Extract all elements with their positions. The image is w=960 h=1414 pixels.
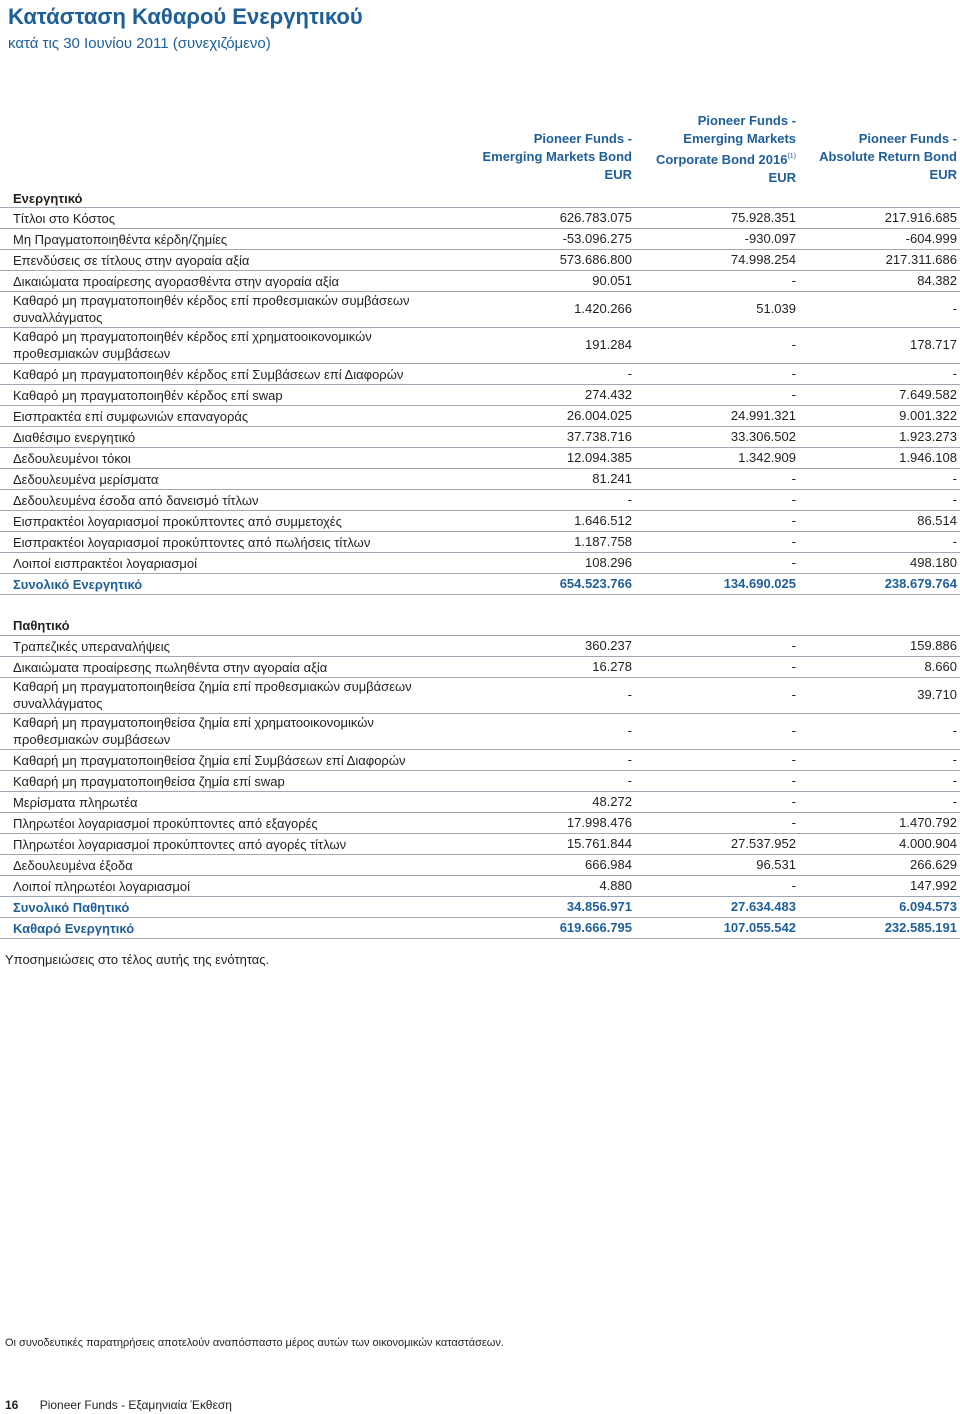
row-value: 147.992: [910, 878, 957, 893]
row-value: 7.649.582: [899, 387, 957, 402]
row-label: Καθαρή μη πραγματοποιηθείσα ζημία επί προθεσμιακών συμβάσεων συναλλάγματος: [13, 679, 412, 711]
row-value: -: [791, 366, 796, 381]
row-label: Μη Πραγματοποιηθέντα κέρδη/ζημίες: [13, 232, 228, 247]
table-row: [0, 532, 960, 553]
row-value: 81.241: [592, 471, 632, 486]
table-row: [0, 250, 960, 271]
row-value: 274.432: [585, 387, 632, 402]
column-header-emerging-markets-corporate-bond: [656, 112, 796, 187]
footnote-reference: Υποσημειώσεις στο τέλος αυτής της ενότητας.: [5, 952, 270, 967]
total-row: [0, 897, 960, 918]
row-value: 191.284: [585, 337, 632, 352]
table-row: [0, 469, 960, 490]
row-value: -53.096.275: [562, 231, 632, 246]
row-value: 86.514: [917, 513, 957, 528]
row-value: -: [791, 815, 796, 830]
table-row: [0, 714, 960, 750]
row-value: 159.886: [910, 638, 957, 653]
row-value: -: [791, 273, 796, 288]
row-value: 1.923.273: [899, 429, 957, 444]
row-value: 12.094.385: [566, 450, 632, 465]
row-value: -: [952, 534, 957, 549]
row-value: -: [627, 687, 632, 702]
row-label: Καθαρό μη πραγματοποιηθέν κέρδος επί προθεσμιακών συμβάσεων συναλλάγματος: [13, 293, 410, 325]
row-value: -: [952, 492, 957, 507]
row-value: 6.094.573: [899, 899, 957, 914]
row-value: 27.634.483: [730, 899, 796, 914]
table-row: [0, 657, 960, 678]
row-value: 15.761.844: [566, 836, 632, 851]
column-header-line: Emerging Markets: [683, 131, 796, 146]
row-value: 4.880: [599, 878, 632, 893]
row-value: 107.055.542: [723, 920, 796, 935]
column-header-line: Pioneer Funds -: [858, 131, 957, 146]
row-value: -: [952, 471, 957, 486]
row-value: -: [952, 723, 957, 738]
column-header-line: Corporate Bond 2016$^{(1)}$: [655, 152, 796, 167]
row-value: -: [791, 471, 796, 486]
row-value: -: [791, 659, 796, 674]
total-row: [0, 918, 960, 939]
row-value: 17.998.476: [566, 815, 632, 830]
row-value: 84.382: [917, 273, 957, 288]
row-value: 1.342.909: [738, 450, 796, 465]
column-header-absolute-return-bond: [819, 130, 957, 184]
row-value: -: [952, 366, 957, 381]
row-label: Καθαρή μη πραγματοποιηθείσα ζημία επί χρηματοοικονομικών προθεσμιακών συμβάσεων: [13, 715, 374, 747]
row-value: -: [952, 773, 957, 788]
row-label: Δεδουλευμένοι τόκοι: [13, 451, 131, 466]
table-row: [0, 208, 960, 229]
row-label: Εισπρακτέοι λογαριασμοί προκύπτοντες από πωλήσεις τίτλων: [13, 535, 371, 550]
row-label: Πληρωτέοι λογαριασμοί προκύπτοντες από αγορές τίτλων: [13, 837, 347, 852]
row-value: 96.531: [756, 857, 796, 872]
table-row: [0, 328, 960, 364]
row-label: Καθαρή μη πραγματοποιηθείσα ζημία επί Συμβάσεων επί Διαφορών: [13, 753, 406, 768]
table-row: [0, 876, 960, 897]
table-row: [0, 385, 960, 406]
column-header-line: Pioneer Funds -: [533, 131, 632, 146]
row-label: Δικαιώματα προαίρεσης πωληθέντα στην αγοραία αξία: [13, 660, 328, 675]
row-value: 1.187.758: [574, 534, 632, 549]
row-value: 27.537.952: [730, 836, 796, 851]
accompanying-notes-statement: Οι συνοδευτικές παρατηρήσεις αποτελούν αναπόσπαστο μέρος αυτών των οικονομικών καταστάσεων.: [5, 1337, 504, 1349]
row-value: 238.679.764: [884, 576, 957, 591]
row-value: 217.311.686: [885, 252, 957, 267]
row-value: -: [791, 337, 796, 352]
row-label: Εισπρακτέοι λογαριασμοί προκύπτοντες από συμμετοχές: [13, 514, 342, 529]
liabilities-heading: Παθητικό: [13, 618, 70, 633]
row-label: Δεδουλευμένα έξοδα: [13, 858, 133, 873]
column-header-line: EUR: [768, 170, 796, 185]
row-label: Εισπρακτέα επί συμφωνιών επαναγοράς: [13, 409, 249, 424]
table-row: [0, 750, 960, 771]
row-value: -930.097: [744, 231, 796, 246]
column-header-line: Absolute Return Bond: [819, 149, 957, 164]
row-value: 626.783.075: [559, 210, 632, 225]
row-value: -: [791, 687, 796, 702]
row-label: Δεδουλευμένα μερίσματα: [13, 472, 159, 487]
table-row: [0, 364, 960, 385]
row-label: Καθαρό μη πραγματοποιηθέν κέρδος επί Συμβάσεων επί Διαφορών: [13, 367, 404, 382]
row-label: Καθαρό μη πραγματοποιηθέν κέρδος επί χρηματοοικονομικών προθεσμιακών συμβάσεων: [13, 329, 372, 361]
table-row: [0, 855, 960, 876]
table-row: [0, 636, 960, 657]
row-value: 4.000.904: [899, 836, 957, 851]
table-row: [0, 229, 960, 250]
footnote-marker: (1): [787, 153, 796, 160]
row-value: -: [627, 366, 632, 381]
row-value: 39.710: [917, 687, 957, 702]
row-value: 9.001.322: [899, 408, 957, 423]
column-header-line: Emerging Markets Bond: [482, 149, 632, 164]
row-value: 619.666.795: [559, 920, 632, 935]
row-value: -: [791, 752, 796, 767]
table-row: [0, 427, 960, 448]
table-row: [0, 406, 960, 427]
row-value: 8.660: [924, 659, 957, 674]
row-value: -604.999: [905, 231, 957, 246]
row-label: Λοιποί εισπρακτέοι λογαριασμοί: [13, 556, 198, 571]
row-label: Καθαρό μη πραγματοποιηθέν κέρδος επί swap: [13, 388, 283, 403]
row-value: 498.180: [910, 555, 957, 570]
table-row: [0, 490, 960, 511]
row-value: 48.272: [592, 794, 632, 809]
report-name: Pioneer Funds - Εξαμηνιαία Έκθεση: [39, 1398, 232, 1412]
table-row: [0, 271, 960, 292]
row-value: -: [952, 301, 957, 316]
table-row: [0, 553, 960, 574]
row-value: 266.629: [910, 857, 957, 872]
row-value: -: [791, 492, 796, 507]
column-header-line: EUR: [604, 167, 632, 182]
table-row: [0, 771, 960, 792]
column-header-line: EUR: [929, 167, 957, 182]
row-value: 217.916.685: [884, 210, 957, 225]
row-label: Διαθέσιμο ενεργητικό: [13, 430, 136, 445]
row-value: 74.998.254: [730, 252, 796, 267]
row-label: Δεδουλευμένα έσοδα από δανεισμό τίτλων: [13, 493, 259, 508]
table-row: [0, 792, 960, 813]
row-value: 1.946.108: [899, 450, 957, 465]
table-row: [0, 511, 960, 532]
row-value: -: [791, 513, 796, 528]
row-value: 51.039: [756, 301, 796, 316]
row-value: 666.984: [585, 857, 632, 872]
table-row: [0, 813, 960, 834]
table-row: [0, 292, 960, 328]
row-value: 37.738.716: [566, 429, 632, 444]
row-label: Δικαιώματα προαίρεσης αγορασθέντα στην αγοραία αξία: [13, 274, 340, 289]
liabilities-table: [0, 636, 960, 939]
row-value: -: [791, 638, 796, 653]
row-value: -: [791, 555, 796, 570]
row-label: Καθαρό Ενεργητικό: [13, 921, 135, 936]
row-value: 24.991.321: [730, 408, 796, 423]
row-value: -: [791, 534, 796, 549]
page-footer: [5, 1398, 232, 1412]
row-value: -: [791, 878, 796, 893]
row-value: 654.523.766: [559, 576, 632, 591]
table-row: [0, 448, 960, 469]
row-label: Τίτλοι στο Κόστος: [13, 211, 116, 226]
row-value: -: [791, 723, 796, 738]
row-value: 33.306.502: [730, 429, 796, 444]
row-value: -: [791, 387, 796, 402]
row-value: -: [627, 492, 632, 507]
assets-heading: Ενεργητικό: [13, 191, 83, 206]
page-number: 16: [5, 1398, 19, 1412]
row-value: 1.470.792: [899, 815, 957, 830]
row-value: 108.296: [585, 555, 632, 570]
row-value: -: [952, 752, 957, 767]
row-label: Συνολικό Ενεργητικό: [13, 577, 143, 592]
row-label: Λοιποί πληρωτέοι λογαριασμοί: [13, 879, 191, 894]
column-header-emerging-markets-bond: [482, 130, 632, 184]
row-value: -: [791, 794, 796, 809]
row-value: -: [627, 752, 632, 767]
row-value: 178.717: [910, 337, 957, 352]
row-value: 90.051: [592, 273, 632, 288]
row-value: 232.585.191: [884, 920, 957, 935]
row-value: 573.686.800: [559, 252, 632, 267]
row-value: -: [627, 773, 632, 788]
row-value: 1.420.266: [574, 301, 632, 316]
total-row: [0, 574, 960, 595]
row-value: 26.004.025: [566, 408, 632, 423]
column-header-line: Pioneer Funds -: [697, 113, 796, 128]
row-value: 360.237: [585, 638, 632, 653]
row-value: -: [791, 773, 796, 788]
page-title: Κατάσταση Καθαρού Ενεργητικού: [8, 4, 363, 29]
row-value: 134.690.025: [723, 576, 796, 591]
assets-table: [0, 208, 960, 595]
row-value: -: [627, 723, 632, 738]
row-value: 75.928.351: [730, 210, 796, 225]
row-label: Επενδύσεις σε τίτλους στην αγοραία αξία: [13, 253, 250, 268]
row-value: 34.856.971: [566, 899, 632, 914]
row-label: Τραπεζικές υπεραναλήψεις: [13, 639, 170, 654]
row-label: Συνολικό Παθητικό: [13, 900, 130, 915]
table-row: [0, 834, 960, 855]
row-label: Μερίσματα πληρωτέα: [13, 795, 138, 810]
row-value: 16.278: [592, 659, 632, 674]
row-label: Καθαρή μη πραγματοποιηθείσα ζημία επί swap: [13, 774, 285, 789]
page-subtitle: κατά τις 30 Ιουνίου 2011 (συνεχιζόμενο): [8, 35, 271, 52]
row-label: Πληρωτέοι λογαριασμοί προκύπτοντες από εξαγορές: [13, 816, 318, 831]
row-value: -: [952, 794, 957, 809]
table-row: [0, 678, 960, 714]
row-value: 1.646.512: [574, 513, 632, 528]
